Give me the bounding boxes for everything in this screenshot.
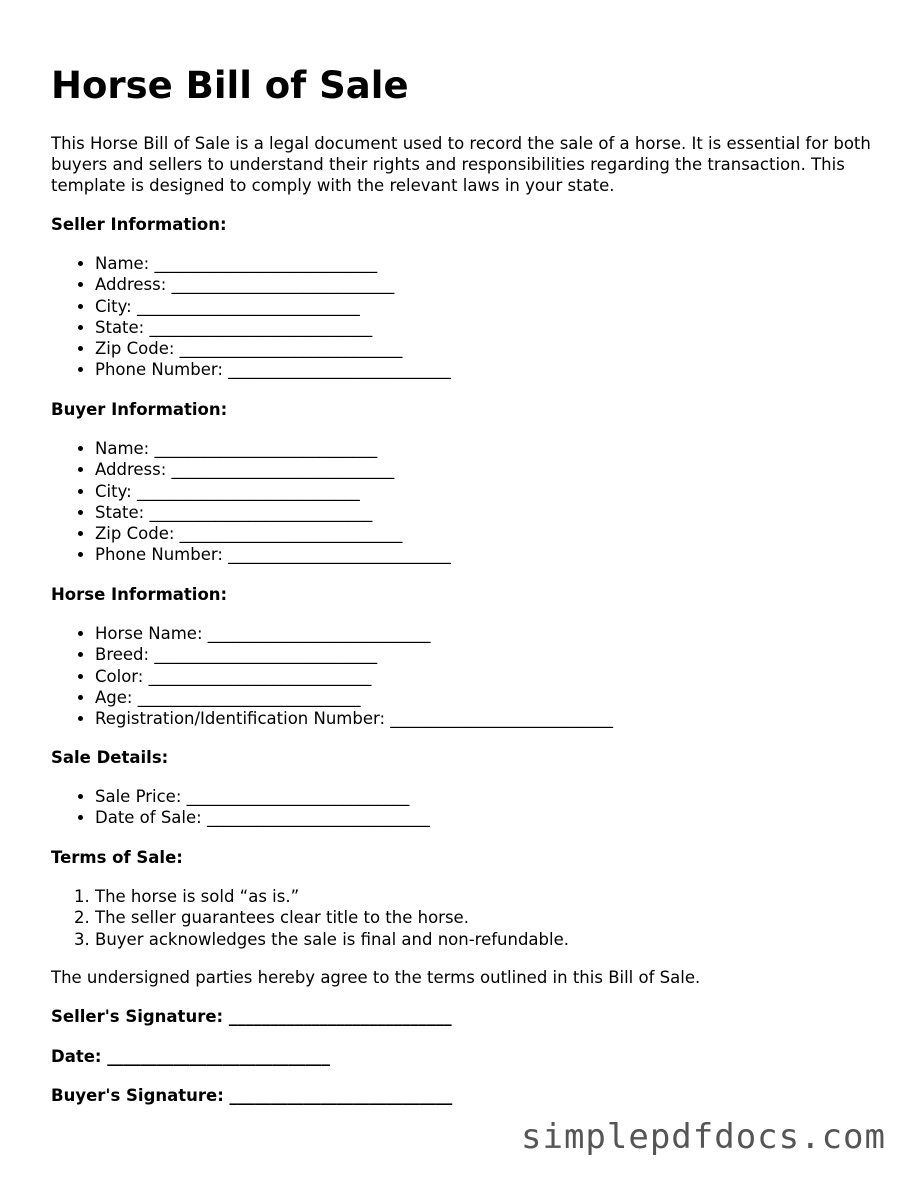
site-watermark: simplepdfdocs.com	[521, 1117, 886, 1157]
seller-heading: Seller Information:	[51, 215, 227, 234]
seller-field-list	[51, 253, 451, 381]
buyer-phone-field: • Phone Number: ___________________________	[95, 544, 451, 565]
document-title: Horse Bill of Sale	[51, 64, 409, 107]
sale-field-list	[51, 786, 430, 829]
term-item: 3. Buyer acknowledges the sale is final and non-refundable.	[95, 929, 569, 950]
seller-zip-field: • Zip Code: ___________________________	[95, 338, 451, 359]
horse-registration-field: • Registration/Identification Number: ___________________________	[95, 708, 613, 729]
buyer-field-list	[51, 438, 451, 566]
seller-phone-field: • Phone Number: ___________________________	[95, 359, 451, 380]
horse-field-list	[51, 623, 613, 729]
horse-breed-field: • Breed: ___________________________	[95, 644, 613, 665]
agreement-statement: The undersigned parties hereby agree to the terms outlined in this Bill of Sale.	[51, 968, 701, 987]
seller-name-field: • Name: ___________________________	[95, 253, 451, 274]
buyer-heading: Buyer Information:	[51, 400, 228, 419]
seller-signature-line: Seller's Signature: ___________________________	[51, 1007, 452, 1026]
term-item: 2. The seller guarantees clear title to the horse.	[95, 907, 569, 928]
buyer-zip-field: • Zip Code: ___________________________	[95, 523, 451, 544]
intro-paragraph: This Horse Bill of Sale is a legal document used to record the sale of a horse. It is essential for both buyers and sellers to understand their rights and responsibilities regarding the transaction. This template is designed to comply with the relevant laws in your state.	[51, 134, 871, 195]
buyer-state-field: • State: ___________________________	[95, 502, 451, 523]
date-line: Date: ___________________________	[51, 1047, 331, 1066]
terms-heading: Terms of Sale:	[51, 848, 183, 867]
horse-age-field: • Age: ___________________________	[95, 687, 613, 708]
buyer-signature-line: Buyer's Signature: ___________________________	[51, 1086, 453, 1105]
terms-list	[51, 886, 569, 950]
seller-address-field: • Address: ___________________________	[95, 274, 451, 295]
buyer-name-field: • Name: ___________________________	[95, 438, 451, 459]
seller-state-field: • State: ___________________________	[95, 317, 451, 338]
sale-date-field: • Date of Sale: ___________________________	[95, 807, 430, 828]
buyer-address-field: • Address: ___________________________	[95, 459, 451, 480]
horse-name-field: • Horse Name: ___________________________	[95, 623, 613, 644]
sale-price-field: • Sale Price: ___________________________	[95, 786, 430, 807]
sale-heading: Sale Details:	[51, 748, 169, 767]
term-item: 1. The horse is sold “as is.”	[95, 886, 569, 907]
horse-color-field: • Color: ___________________________	[95, 666, 613, 687]
seller-city-field: • City: ___________________________	[95, 296, 451, 317]
buyer-city-field: • City: ___________________________	[95, 481, 451, 502]
horse-heading: Horse Information:	[51, 585, 228, 604]
